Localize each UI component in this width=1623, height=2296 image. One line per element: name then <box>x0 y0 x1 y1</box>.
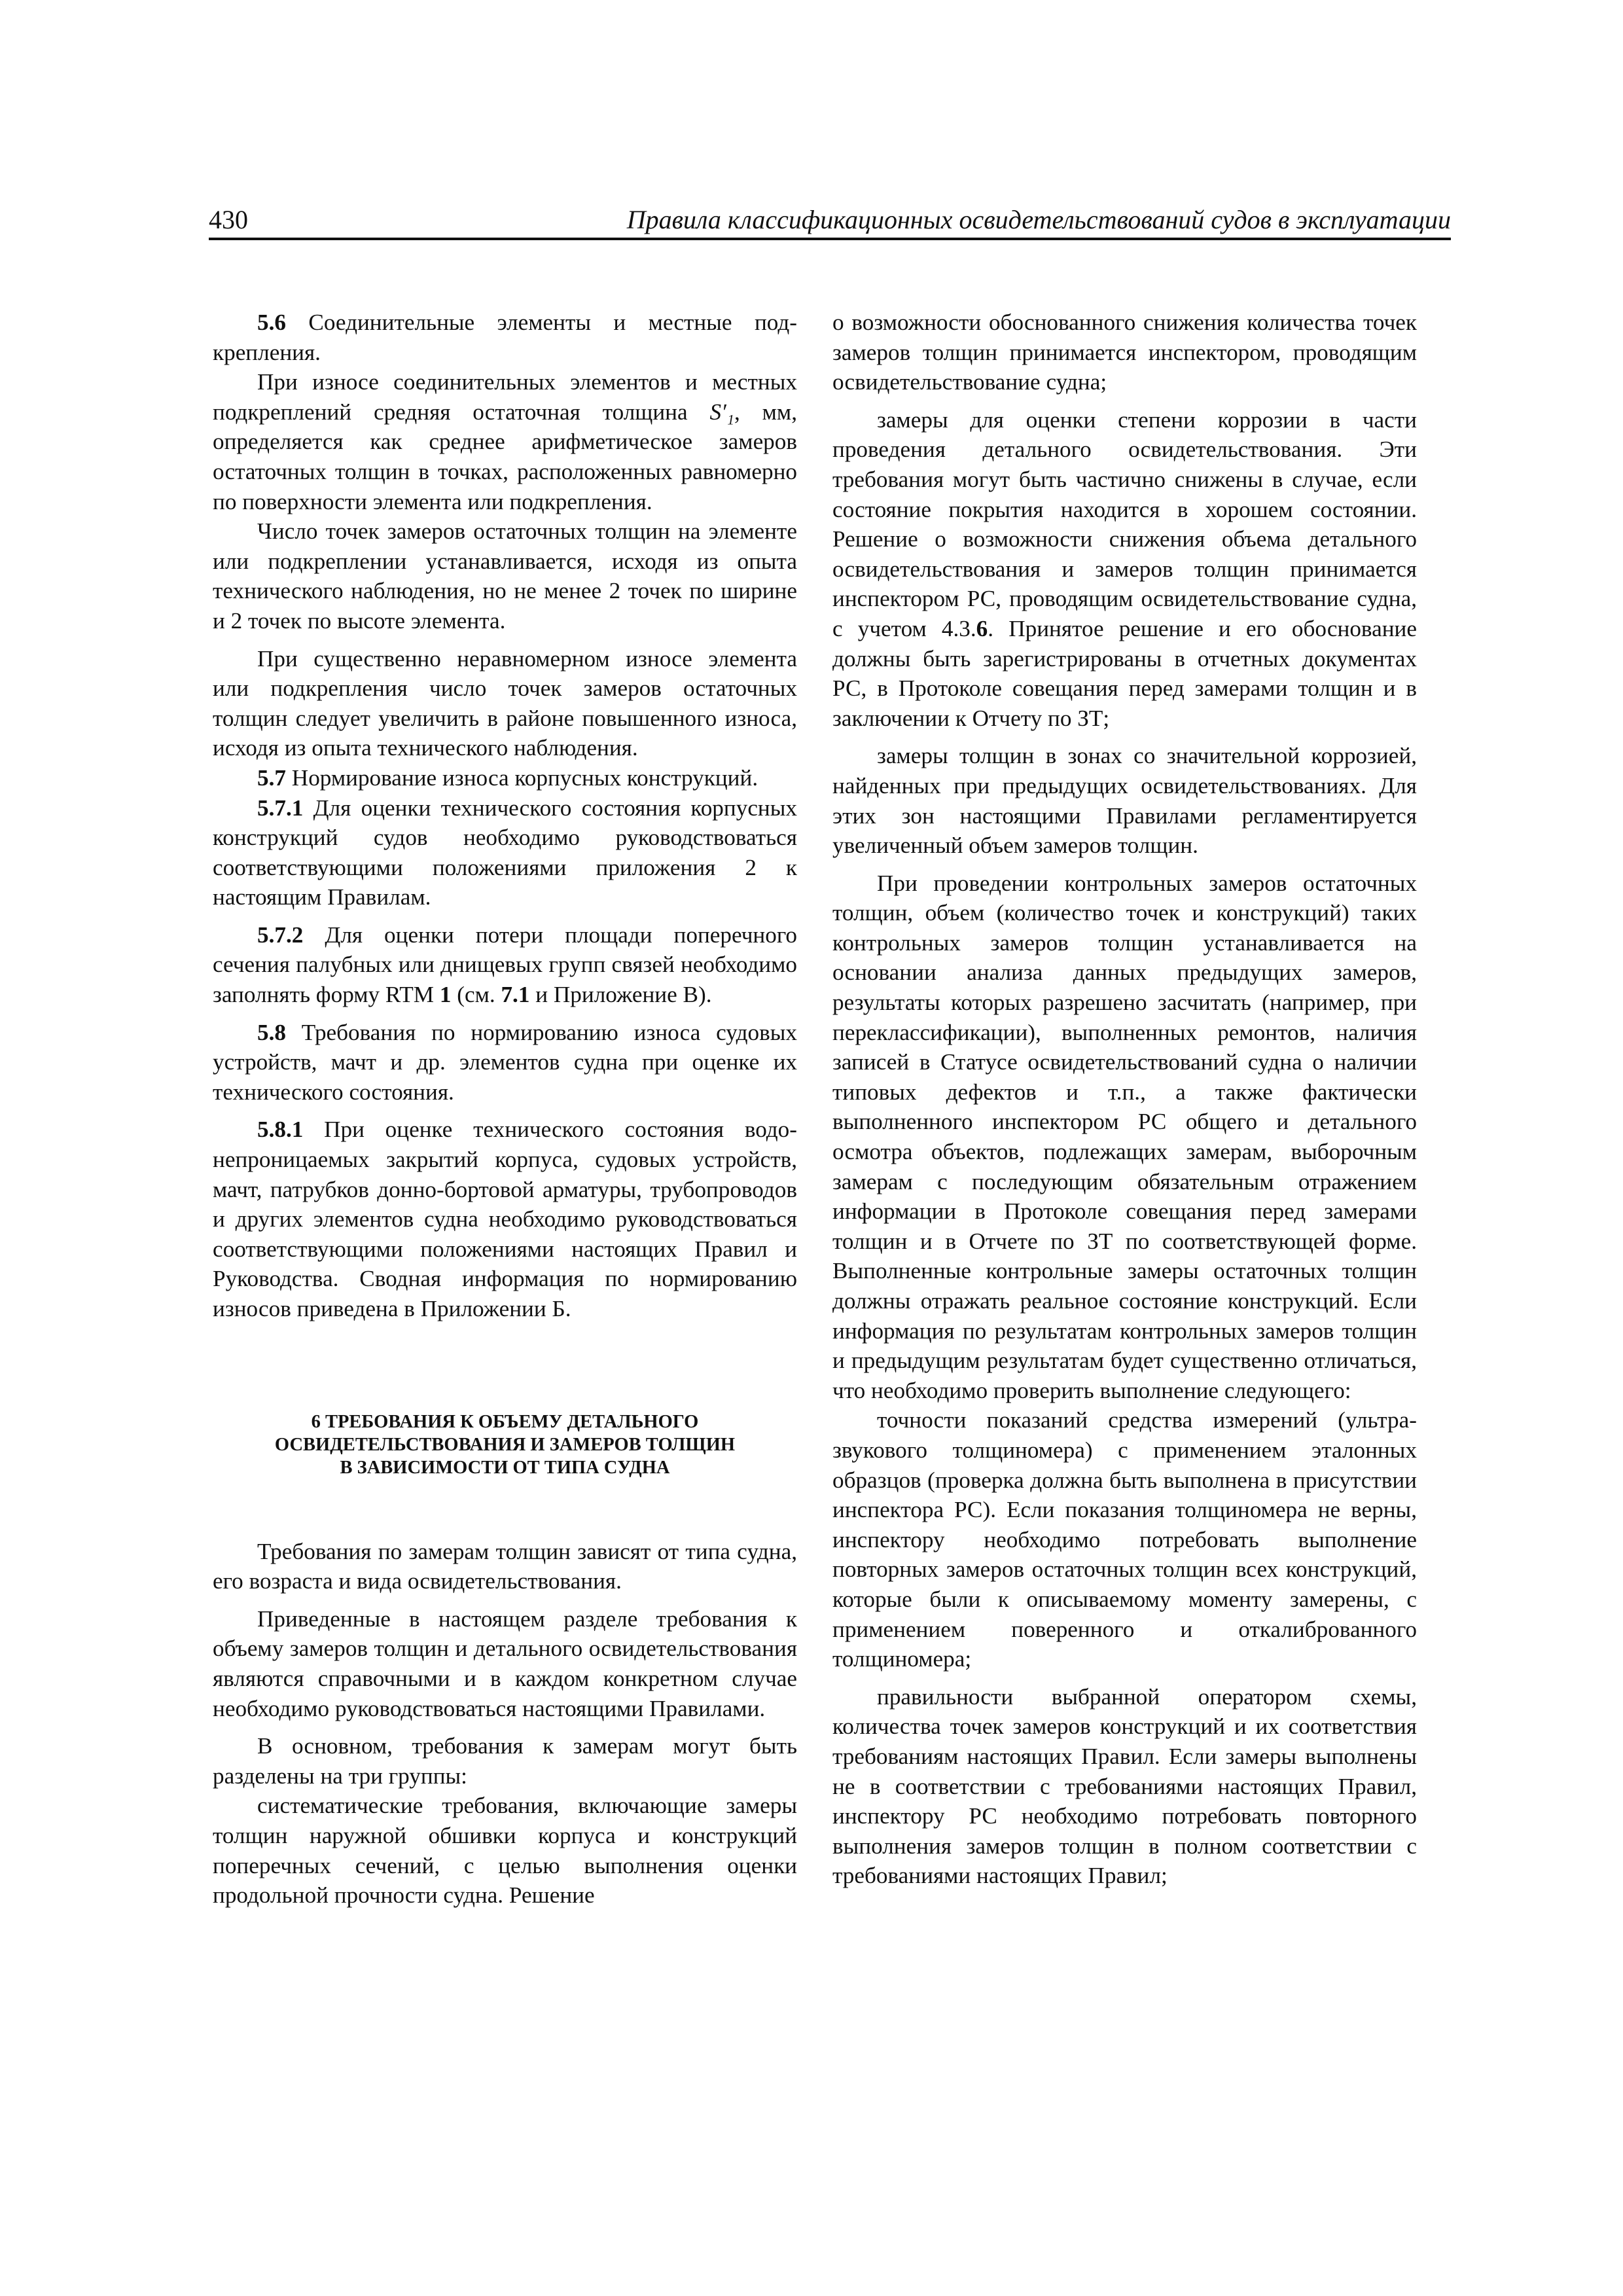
paragraph: При износе соединительных элементов и местных подкреплений средняя остаточная толщина S′₁, мм, определяется как среднее арифметическое замеров остаточных толщин в точках, расположенных равномерно по поверхности элемента или подкрепления. <box>213 369 797 514</box>
section-5-6-heading: 5.6 Соединительные элементы и местные подкрепления. <box>213 310 797 365</box>
page-header <box>209 198 1451 240</box>
paragraph: При проведении контрольных замеров остаточных толщин, объем (количество точек и конструкций) таких контрольных замеров толщин устанавливается на основании анализа данных предыдущих замеров, результаты которых разрешено засчитать (например, при переклассификации), выполненных ремонтов, наличия записей в Статусе освидетельствований судна о наличии типовых дефектов и т.п., а также фактически выполненного инспектором РС общего и детального осмотра объектов, подлежащих замерам, выборочным замерам с последующим обязательным отражением информации в Протоколе совещания перед замерами толщин и в Отчете по ЗТ по соответствующей форме. Выполненные контрольные замеры остаточных толщин должны отражать реальное состояние конструкций. Если информация по результатам контрольных замеров толщин и предыдущим результатам будет существенно отличаться, что необходимо проверить выполнение следующего: <box>832 870 1417 1403</box>
paragraph: Требования по замерам толщин зависят от типа судна, его возраста и вида освидетельствования. <box>213 1538 797 1594</box>
running-title: Правила классификационных освидетельствований судов в эксплуатации <box>626 205 1451 234</box>
page-number: 430 <box>209 205 248 234</box>
paragraph: точности показаний средства измерений (ультразвукового толщиномера) с применением эталонных образцов (проверка должна быть выполнена в присутствии инспектора РС). Если показания толщиномера не верны, инспектору необходимо потребовать выполнение повторных замеров остаточных толщин всех конструкций, которые были к описываемому моменту замерены, с применением поверенного и откалиброванного толщиномера; <box>832 1407 1417 1672</box>
clause-5-8-1: 5.8.1 При оценке технического состояния водонепроницаемых закрытий корпуса, судовых устройств, мачт, патрубков донно-бортовой арматуры, трубопроводов и других элементов судна необходимо руководствоваться соответствующими положениями настоящих Правил и Руководства. Сводная информация по нормированию износов приведена в Приложении Б. <box>213 1117 797 1321</box>
clause-5-7-1: 5.7.1 Для оценки технического состояния корпусных конструкций судов необходимо руководствоваться соответствующими положениями приложения 2 к настоящим Правилам. <box>213 795 797 910</box>
paragraph: Приведенные в настоящем разделе требования к объему замеров толщин и детального освидетельствования являются справочными и в каждом конкретном случае необходимо руководствоваться настоящими Правилами. <box>213 1605 797 1721</box>
section-6-heading: 6 ТРЕБОВАНИЯ К ОБЪЕМУ ДЕТАЛЬНОГО ОСВИДЕТЕЛЬСТВОВАНИЯ И ЗАМЕРОВ ТОЛЩИН В ЗАВИСИМОСТИ ОТ ТИПА СУДНА <box>274 1411 736 1478</box>
paragraph: о возможности обоснованного снижения количества точек замеров толщин принимается инспектором, проводящим освидетельствование судна; <box>832 310 1417 395</box>
section-5-7-heading: 5.7 Нормирование износа корпусных конструкций. <box>257 764 758 791</box>
paragraph: В основном, требования к замерам могут быть разделены на три группы: <box>213 1733 797 1789</box>
right-column <box>832 308 1417 1891</box>
paragraph: систематические требования, включающие замеры толщин наружной обшивки корпуса и конструкций поперечных сечений, с целью выполнения оценки продольной прочности судна. Решение <box>213 1793 797 1909</box>
paragraph: правильности выбранной оператором схемы, количества точек замеров конструкций и их соответствия требованиям настоящих Правил. Если замеры выполнены не в соответствии с требованиями настоящих Правил, инспектору РС необходимо потребовать повторного выполнения замеров толщин в полном соответствии с требованиями настоящих Правил; <box>832 1683 1417 1889</box>
paragraph: замеры для оценки степени коррозии в части проведения детального освидетельствования. Эти требования могут быть частично снижены в случае, если состояние покрытия находится в хорошем состоянии. Решение о возможности снижения объема детального освидетельствования и замеров толщин принимается инспектором РС, проводящим освидетельствование судна, с учетом 4.3.6. Принятое решение и его обоснование должны быть зарегистрированы в отчетных документах РС, в Протоколе совещания перед замерами толщин и в заключении к Отчету по ЗТ; <box>832 406 1417 731</box>
paragraph: замеры толщин в зонах со значительной коррозией, найденных при предыдущих освидетельствованиях. Для этих зон настоящими Правилами регламентируется увеличенный объем замеров толщин. <box>832 743 1417 859</box>
paragraph: При существенно неравномерном износе элемента или подкрепления число точек замеров остаточных толщин следует увеличить в районе повышенного износа, исходя из опыта технического наблюдения. <box>213 645 797 761</box>
left-column <box>213 308 797 1910</box>
paragraph: Число точек замеров остаточных толщин на элементе или подкреплении устанавливается, исходя из опыта технического наблюдения, но не менее 2 точек по ширине и 2 точек по высоте элемента. <box>213 518 797 634</box>
section-5-8-heading: 5.8 Требования по нормированию износа судовых устройств, мачт и др. элементов судна при оценке их технического состояния. <box>213 1019 797 1105</box>
clause-5-7-2: 5.7.2 Для оценки потери площади поперечного сечения палубных или днищевых групп связей необходимо заполнять форму RTM 1 (см. 7.1 и Приложение В). <box>213 922 797 1008</box>
